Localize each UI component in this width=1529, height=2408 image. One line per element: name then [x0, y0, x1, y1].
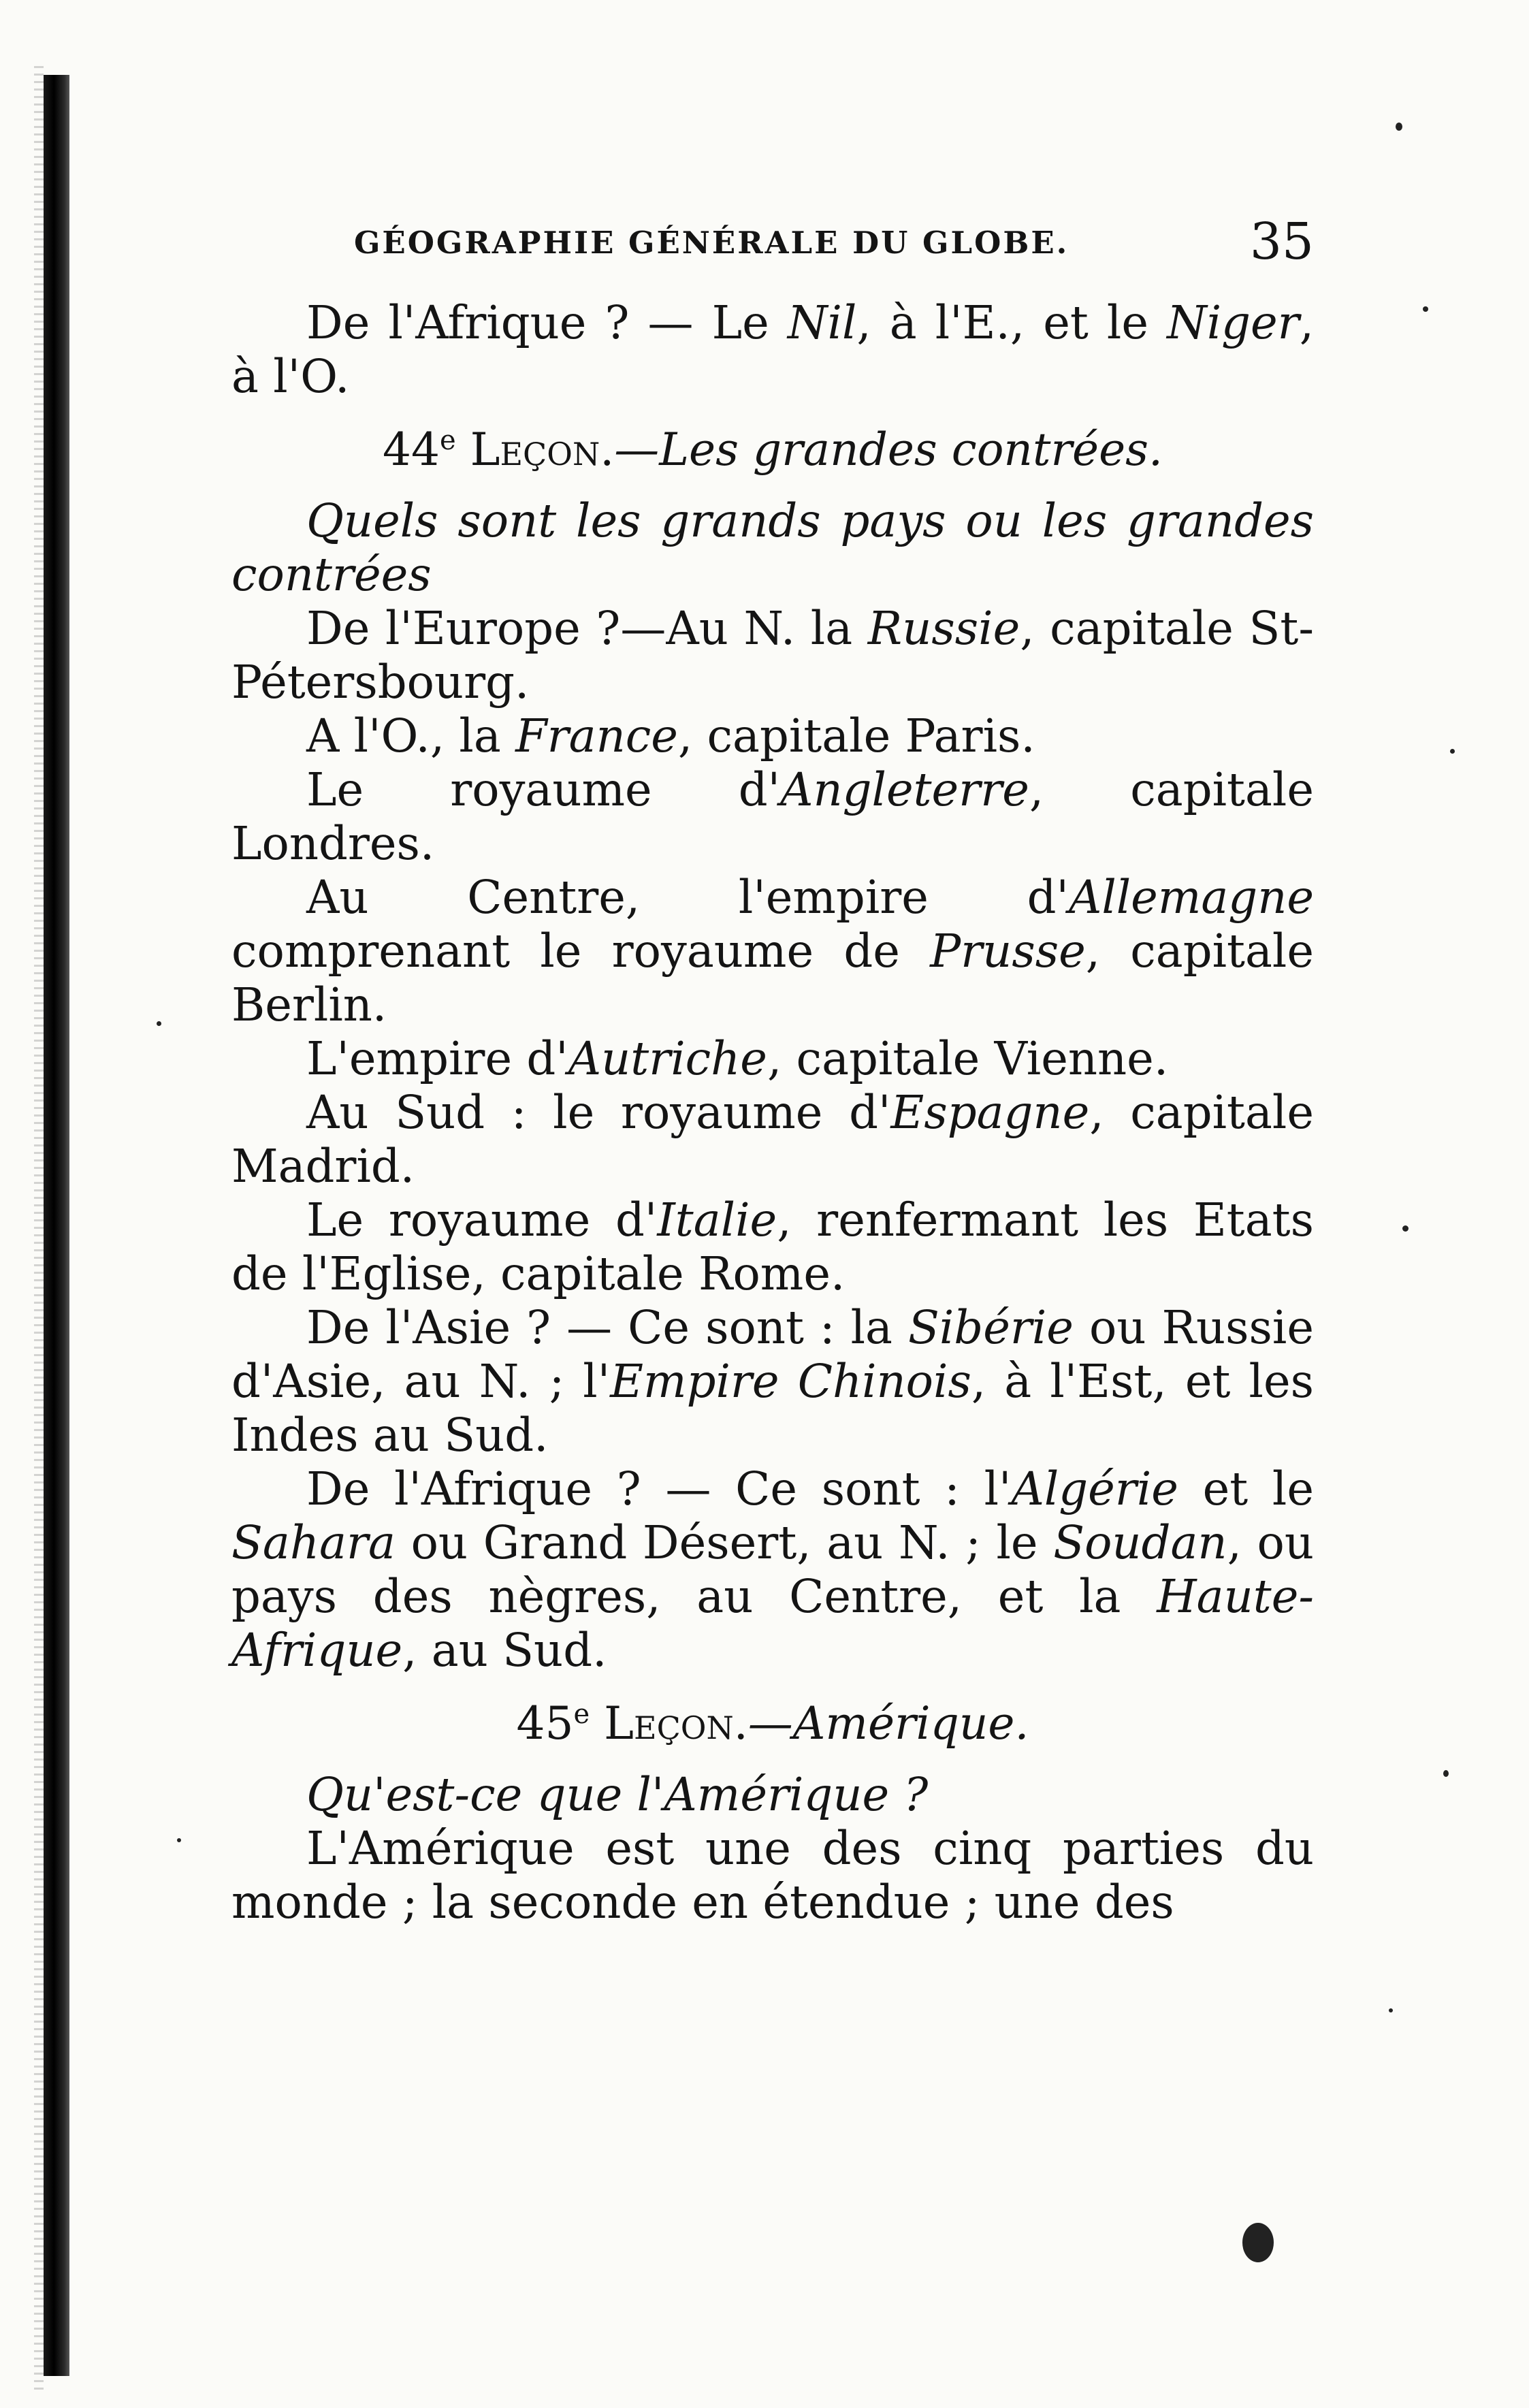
- paragraph-amerique: L'Amérique est une des cinq parties du monde ; la seconde en étendue ; une des: [231, 1822, 1314, 1929]
- paragraph-espagne: Au Sud : le royaume d'Espagne, capitale Madrid.: [231, 1086, 1314, 1193]
- page-number: 35: [1249, 212, 1314, 271]
- ink-speck: [177, 1838, 181, 1842]
- lesson-45-heading: 45e Leçon.—Amérique.: [516, 1697, 1029, 1750]
- ink-speck: [1396, 123, 1402, 131]
- question-grandes-contrees: Quels sont les grands pays ou les grandes contrées: [231, 494, 1314, 601]
- lesson-44-heading: 44e Leçon.—Les grandes contrées.: [383, 423, 1163, 476]
- ink-speck: [1402, 1225, 1409, 1232]
- ink-speck: [1389, 2008, 1393, 2012]
- page-header: [231, 204, 1314, 272]
- ink-speck: [1443, 1770, 1449, 1777]
- ink-blot: [1242, 2223, 1274, 2262]
- paragraph-europe: De l'Europe ?—Au N. la Russie, capitale St-Pétersbourg.: [231, 602, 1314, 709]
- paragraph-france: A l'O., la France, capitale Paris.: [306, 709, 1035, 762]
- page-body: [231, 296, 1314, 1929]
- book-binding: [44, 75, 69, 2376]
- paragraph-asie: De l'Asie ? — Ce sont : la Sibérie ou Russie d'Asie, au N. ; l'Empire Chinois, à l'Est, et les Indes au Sud.: [231, 1301, 1314, 1462]
- paragraph-autriche: L'empire d'Autriche, capitale Vienne.: [306, 1032, 1169, 1085]
- ink-speck: [1450, 749, 1455, 754]
- ink-speck: [157, 1021, 161, 1026]
- paragraph-afrique-fleuves: De l'Afrique ? — Le Nil, à l'E., et le Niger, à l'O.: [231, 296, 1315, 403]
- ink-speck: [1423, 306, 1428, 312]
- running-title: GÉOGRAPHIE GÉNÉRALE DU GLOBE.: [354, 225, 1069, 261]
- paragraph-angleterre: Le royaume d'Angleterre, capitale Londres.: [231, 763, 1314, 870]
- paragraph-italie: Le royaume d'Italie, renfermant les Etats de l'Eglise, capitale Rome.: [231, 1193, 1314, 1300]
- paragraph-allemagne: Au Centre, l'empire d'Allemagne comprenant le royaume de Prusse, capitale Berlin.: [231, 871, 1314, 1031]
- paragraph-afrique-contrees: De l'Afrique ? — Ce sont : l'Algérie et le Sahara ou Grand Désert, au N. ; le Soudan, ou pays des nègres, au Centre, et la Haute-Afrique, au Sud.: [231, 1462, 1315, 1677]
- binding-edge: [34, 61, 44, 2390]
- question-amerique: Qu'est-ce que l'Amérique ?: [306, 1768, 929, 1821]
